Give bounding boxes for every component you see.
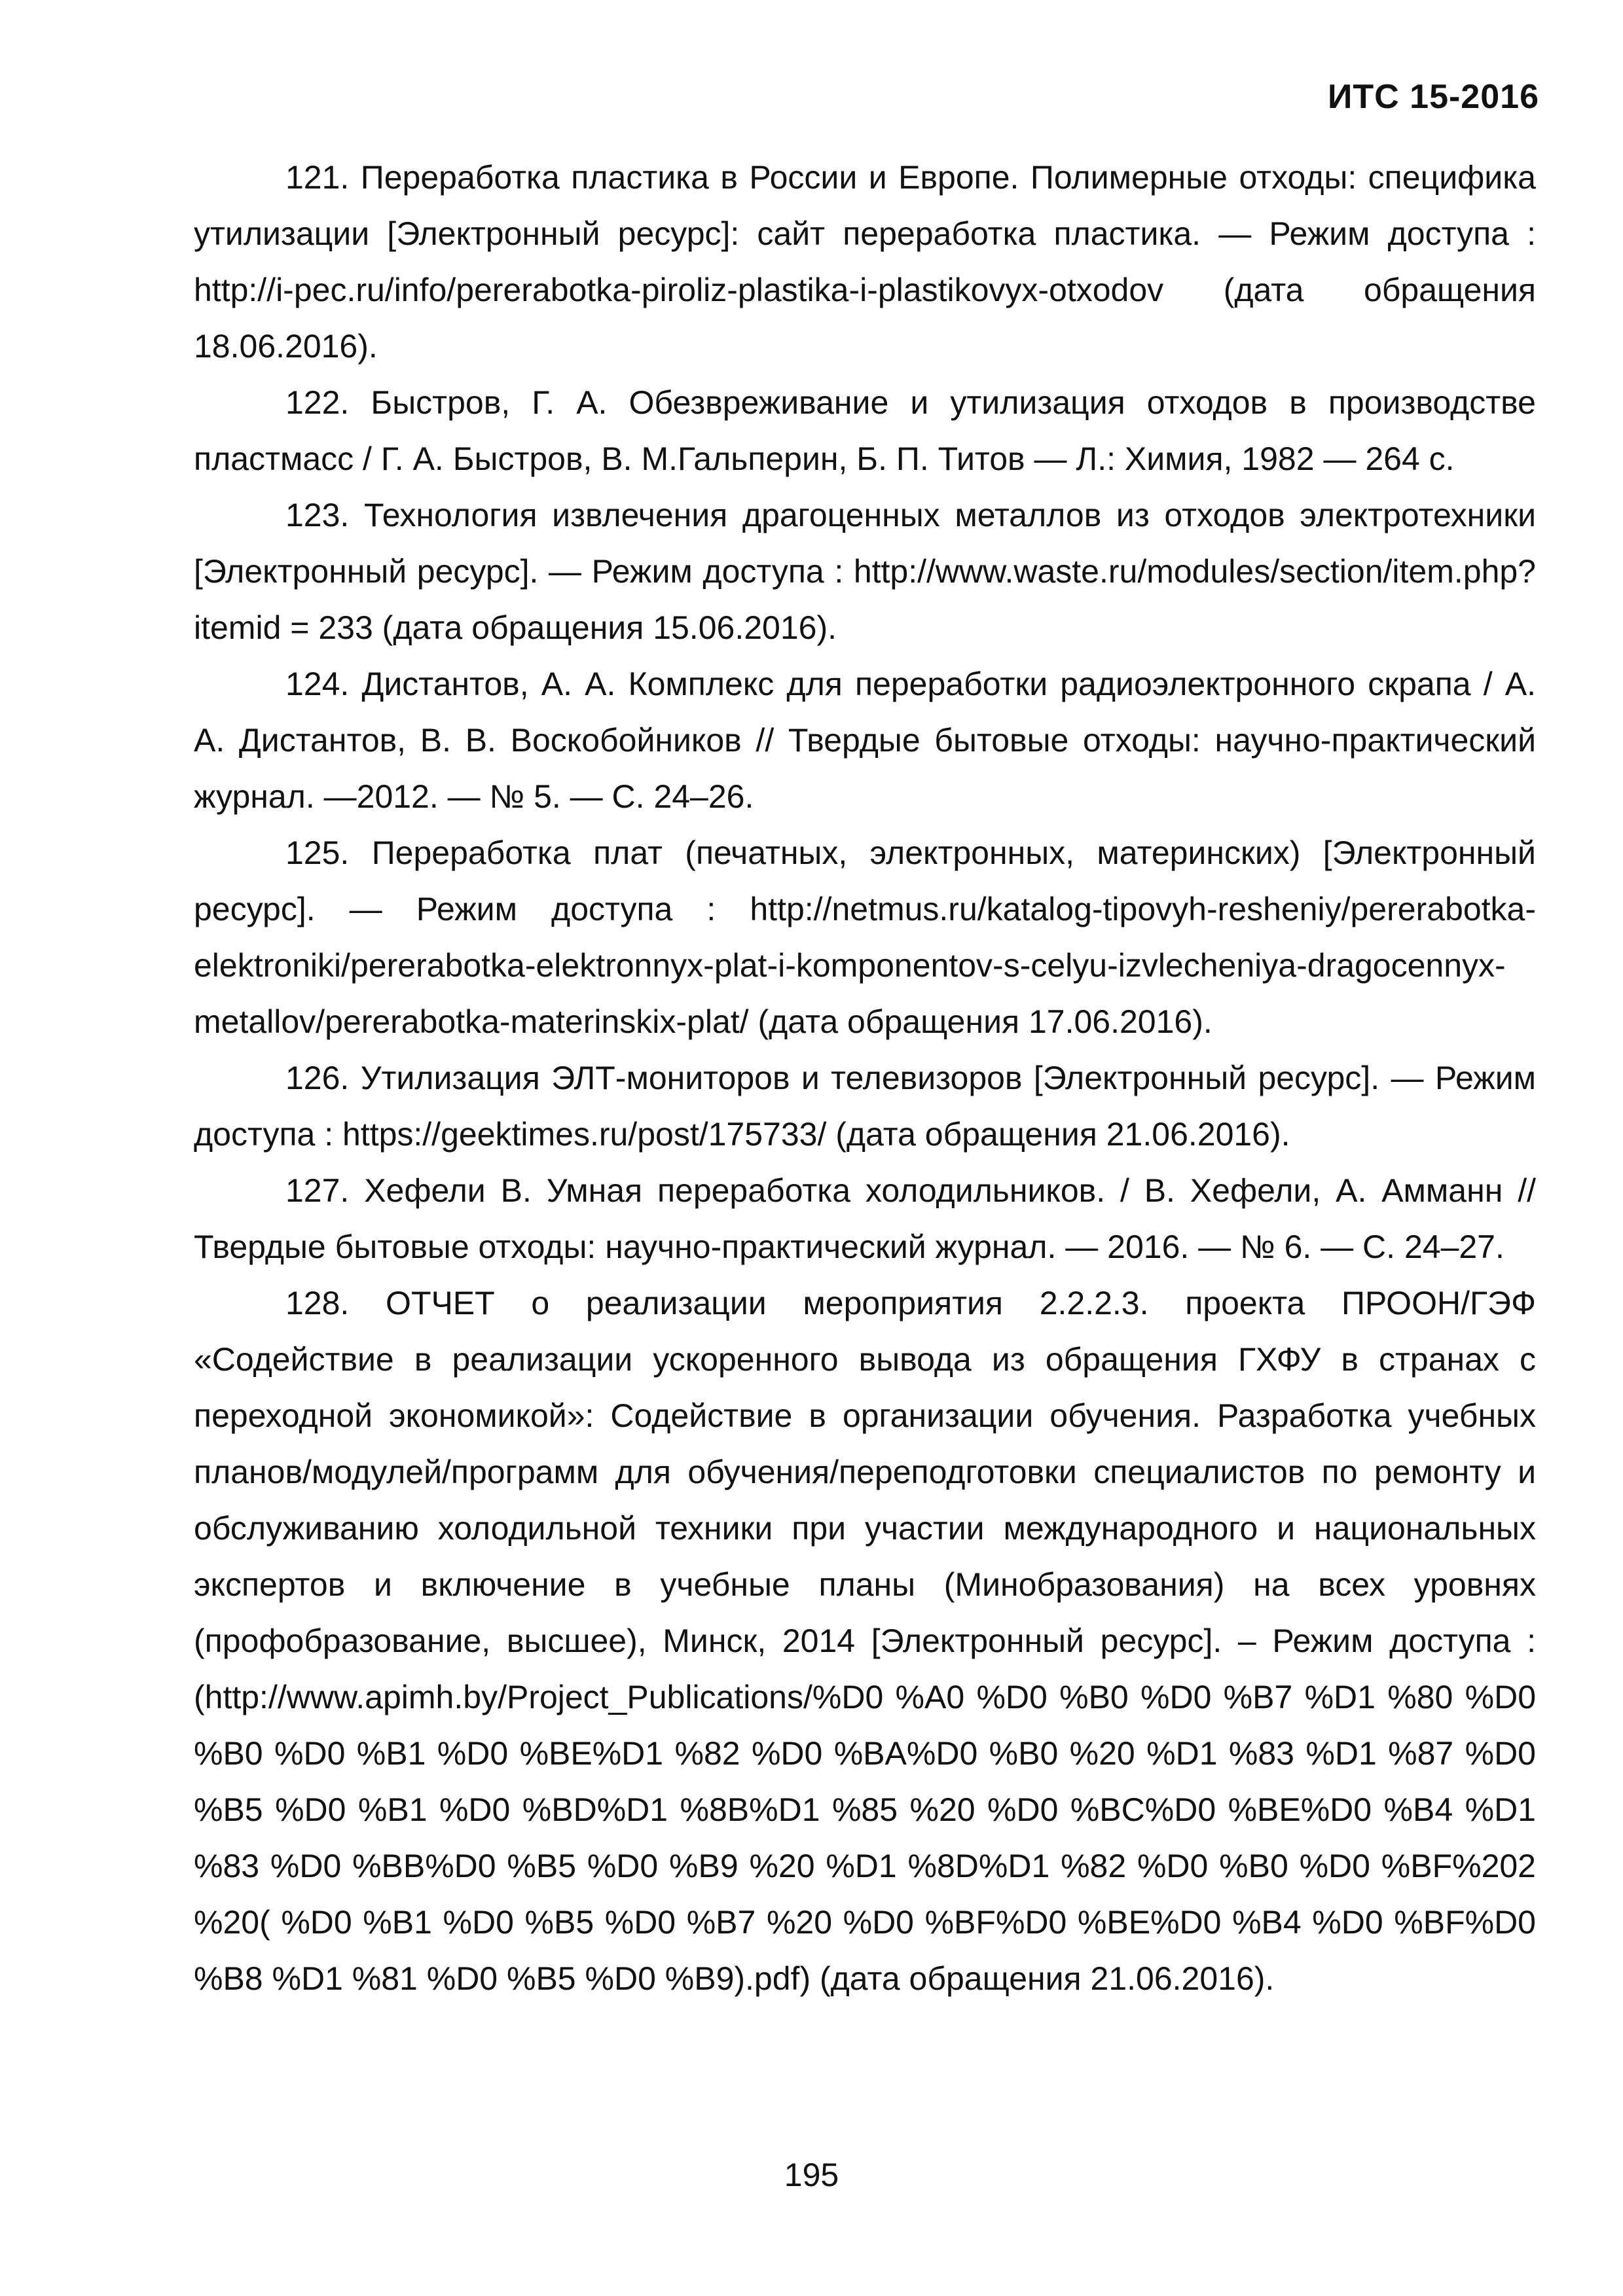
document-code-header: ИТС 15-2016	[1328, 78, 1539, 116]
reference-list	[194, 149, 1536, 2007]
reference-text: Технология извлечения драгоценных металлов из отходов электротехники [Электронный ресурс]. — Режим доступа : http://www.waste.ru/modules/section/item.php?itemid = 233 (дата обращения 15.06.2016).	[194, 497, 1536, 646]
reference-item-125	[194, 825, 1536, 1050]
reference-item-123	[194, 487, 1536, 656]
reference-item-128	[194, 1275, 1536, 2007]
reference-text: Дистантов, А. А. Комплекс для переработки радиоэлектронного скрапа / А. А. Дистантов, В. В. Воскобойников // Твердые бытовые отходы: научно-практический журнал. —2012. — № 5. — С. 24–26.	[194, 666, 1536, 815]
reference-number: 127.	[285, 1172, 350, 1209]
reference-text: Переработка пластика в России и Европе. Полимерные отходы: специфика утилизации [Электронный ресурс]: сайт переработка пластика. — Режим доступа : http://i-pec.ru/info/pererabotka-piroliz-plastika-i-plastikovyx-otxodov (дата обращения 18.06.2016).	[194, 159, 1536, 365]
reference-item-122	[194, 374, 1536, 487]
reference-number: 126.	[285, 1060, 350, 1096]
page-number: 195	[784, 2157, 839, 2193]
reference-text: ОТЧЕТ о реализации мероприятия 2.2.2.3. проекта ПРООН/ГЭФ «Содействие в реализации ускоренного вывода из обращения ГХФУ в странах с переходной экономикой»: Содействие в организации обучения. Разработка учебных планов/модулей/программ для обучения/переподготовки специалистов по ремонту и обслуживанию холодильной техники при участии международного и национальных экспертов и включение в учебные планы (Минобразования) на всех уровнях (профобразование, высшее), Минск, 2014 [Электронный ресурс]. – Режим доступа : (http://www.apimh.by/Project_Publications/%D0 %A0 %D0 %B0 %D0 %B7 %D1 %80 %D0 %B0 %D0 %B1 %D0 %BE%D1 %82 %D0 %BA%D0 %B0 %20 %D1 %83 %D1 %87 %D0 %B5 %D0 %B1 %D0 %BD%D1 %8B%D1 %85 %20 %D0 %BC%D0 %BE%D0 %B4 %D1 %83 %D0 %BB%D0 %B5 %D0 %B9 %20 %D1 %8D%D1 %82 %D0 %B0 %D0 %BF%202 %20( %D0 %B1 %D0 %B5 %D0 %B7 %20 %D0 %BF%D0 %BE%D0 %B4 %D0 %BF%D0 %B8 %D1 %81 %D0 %B5 %D0 %B9).pdf) (дата обращения 21.06.2016).	[194, 1285, 1536, 1997]
reference-number: 123.	[285, 497, 350, 533]
reference-text: Хефели В. Умная переработка холодильников. / В. Хефели, А. Амманн // Твердые бытовые отходы: научно-практический журнал. — 2016. — № 6. — С. 24–27.	[194, 1172, 1536, 1265]
reference-text: Быстров, Г. А. Обезвреживание и утилизация отходов в производстве пластмасс / Г. А. Быстров, В. М.Гальперин, Б. П. Титов — Л.: Химия, 1982 — 264 с.	[194, 384, 1536, 477]
reference-number: 124.	[285, 666, 350, 702]
reference-item-124	[194, 656, 1536, 825]
reference-number: 122.	[285, 384, 350, 421]
reference-number: 125.	[285, 834, 350, 871]
reference-item-121	[194, 149, 1536, 374]
reference-item-126	[194, 1050, 1536, 1162]
reference-text: Утилизация ЭЛТ-мониторов и телевизоров [Электронный ресурс]. — Режим доступа : https://geektimes.ru/post/175733/ (дата обращения 21.06.2016).	[194, 1060, 1536, 1153]
reference-number: 121.	[285, 159, 350, 196]
reference-text: Переработка плат (печатных, электронных, материнских) [Электронный ресурс]. — Режим доступа : http://netmus.ru/katalog-tipovyh-resheniy/pererabotka-elektroniki/pererabotka-elektronnyx-plat-i-komponentov-s-celyu-izvlecheniya-dragocennyx-metallov/pererabotka-materinskix-plat/ (дата обращения 17.06.2016).	[194, 834, 1536, 1040]
reference-number: 128.	[285, 1285, 350, 1321]
reference-item-127	[194, 1162, 1536, 1275]
